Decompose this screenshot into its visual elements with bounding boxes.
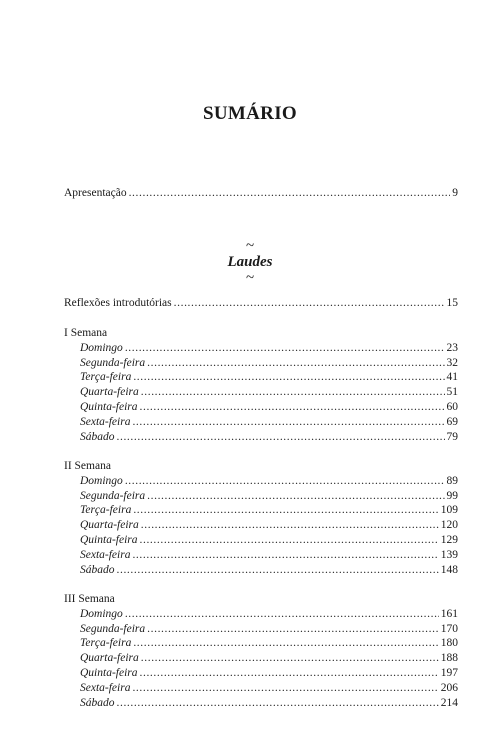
dot-leader xyxy=(133,503,438,518)
toc-week-1 xyxy=(64,326,458,444)
toc-entry-label: Segunda-feira xyxy=(80,622,146,635)
toc-entry-label: Apresentação xyxy=(64,187,127,199)
toc-entry-day[interactable] xyxy=(64,666,458,681)
toc-entry-page: 41 xyxy=(446,371,458,384)
dot-leader xyxy=(117,563,439,578)
dot-leader xyxy=(129,186,451,201)
dot-leader xyxy=(141,385,445,400)
week-heading: I Semana xyxy=(64,327,108,339)
toc-entry-label: Quarta-feira xyxy=(80,386,139,399)
dot-leader xyxy=(140,666,439,681)
toc-entry-page: 120 xyxy=(440,519,458,532)
dot-leader xyxy=(147,489,444,504)
toc-entry-label: Domingo xyxy=(80,607,123,620)
toc-entry-day[interactable] xyxy=(64,489,458,504)
toc-entry-day[interactable] xyxy=(64,474,458,489)
toc-entry-label: Reflexões introdutórias xyxy=(64,297,172,309)
toc-entry-page: 170 xyxy=(440,622,458,635)
dot-leader xyxy=(140,533,439,548)
toc-week-2 xyxy=(64,459,458,577)
toc-entry-page: 214 xyxy=(440,696,458,709)
page-title: SUMÁRIO xyxy=(203,103,297,124)
toc-entry-label: Quarta-feira xyxy=(80,519,139,532)
toc-entry-label: Quinta-feira xyxy=(80,400,138,413)
week-heading: III Semana xyxy=(64,593,115,605)
toc-reflections xyxy=(64,296,458,311)
dot-leader xyxy=(133,636,438,651)
toc-entry-page: 99 xyxy=(446,489,458,502)
dot-leader xyxy=(117,696,439,711)
ornament-top-icon: ~ xyxy=(245,238,255,254)
toc-entry-label: Segunda-feira xyxy=(80,489,146,502)
toc-entry-day[interactable] xyxy=(64,548,458,563)
toc-entry-day[interactable] xyxy=(64,356,458,371)
dot-leader xyxy=(132,681,438,696)
toc-entry-day[interactable] xyxy=(64,385,458,400)
toc-entry-day[interactable] xyxy=(64,636,458,651)
toc-entry-page: 148 xyxy=(440,563,458,576)
toc-entry-label: Sexta-feira xyxy=(80,548,131,561)
toc-entry-day[interactable] xyxy=(64,341,458,356)
toc-entry-page: 79 xyxy=(446,430,458,443)
ornament-bottom-icon: ~ xyxy=(245,270,255,286)
toc-entry-label: Sábado xyxy=(80,563,115,576)
toc-entry-label: Terça-feira xyxy=(80,504,132,517)
dot-leader xyxy=(125,474,445,489)
toc-entry-day[interactable] xyxy=(64,518,458,533)
toc-entry-page: 206 xyxy=(440,681,458,694)
toc-entry-day[interactable] xyxy=(64,370,458,385)
toc-entry-day[interactable] xyxy=(64,607,458,622)
toc-entry-label: Quarta-feira xyxy=(80,652,139,665)
toc-entry-day[interactable] xyxy=(64,651,458,666)
dot-leader xyxy=(140,400,445,415)
toc-intro xyxy=(64,186,458,201)
toc-entry-page: 9 xyxy=(452,187,458,199)
toc-entry-label: Quinta-feira xyxy=(80,666,138,679)
toc-entry-apresentacao[interactable] xyxy=(64,186,458,201)
section-title: Laudes xyxy=(227,254,273,270)
toc-entry-page: 109 xyxy=(440,504,458,517)
toc-entry-page: 188 xyxy=(440,652,458,665)
toc-entry-page: 180 xyxy=(440,637,458,650)
toc-entry-day[interactable] xyxy=(64,533,458,548)
toc-entry-page: 60 xyxy=(446,400,458,413)
toc-entry-label: Sábado xyxy=(80,696,115,709)
dot-leader xyxy=(117,430,445,445)
toc-entry-day[interactable] xyxy=(64,400,458,415)
dot-leader xyxy=(141,651,439,666)
toc-week-3 xyxy=(64,592,458,710)
toc-entry-page: 15 xyxy=(446,297,458,309)
toc-entry-page: 129 xyxy=(440,533,458,546)
toc-entry-page: 51 xyxy=(446,386,458,399)
toc-entry-label: Quinta-feira xyxy=(80,533,138,546)
dot-leader xyxy=(125,341,445,356)
toc-entry-page: 197 xyxy=(440,666,458,679)
dot-leader xyxy=(147,356,444,371)
toc-entry-day[interactable] xyxy=(64,622,458,637)
toc-entry-label: Domingo xyxy=(80,474,123,487)
toc-entry-day[interactable] xyxy=(64,415,458,430)
toc-entry-page: 23 xyxy=(446,341,458,354)
toc-entry-day[interactable] xyxy=(64,503,458,518)
section-heading xyxy=(0,240,500,284)
toc-entry-label: Terça-feira xyxy=(80,371,132,384)
toc-entry-page: 89 xyxy=(446,474,458,487)
toc-entry-page: 161 xyxy=(440,607,458,620)
toc-entry-page: 139 xyxy=(440,548,458,561)
dot-leader xyxy=(133,370,444,385)
dot-leader xyxy=(132,415,444,430)
dot-leader xyxy=(132,548,438,563)
toc-entry-page: 69 xyxy=(446,415,458,428)
toc-entry-day[interactable] xyxy=(64,430,458,445)
dot-leader xyxy=(125,607,439,622)
dot-leader xyxy=(174,296,445,311)
toc-entry-label: Segunda-feira xyxy=(80,356,146,369)
toc-entry-day[interactable] xyxy=(64,696,458,711)
toc-entry-label: Sábado xyxy=(80,430,115,443)
toc-entry-label: Terça-feira xyxy=(80,637,132,650)
dot-leader xyxy=(141,518,439,533)
toc-entry-label: Sexta-feira xyxy=(80,681,131,694)
toc-entry-label: Domingo xyxy=(80,341,123,354)
toc-entry-reflexoes[interactable] xyxy=(64,296,458,311)
toc-entry-label: Sexta-feira xyxy=(80,415,131,428)
toc-entry-page: 32 xyxy=(446,356,458,369)
dot-leader xyxy=(147,622,439,637)
toc-entry-day[interactable] xyxy=(64,681,458,696)
week-heading: II Semana xyxy=(64,460,111,472)
toc-entry-day[interactable] xyxy=(64,563,458,578)
